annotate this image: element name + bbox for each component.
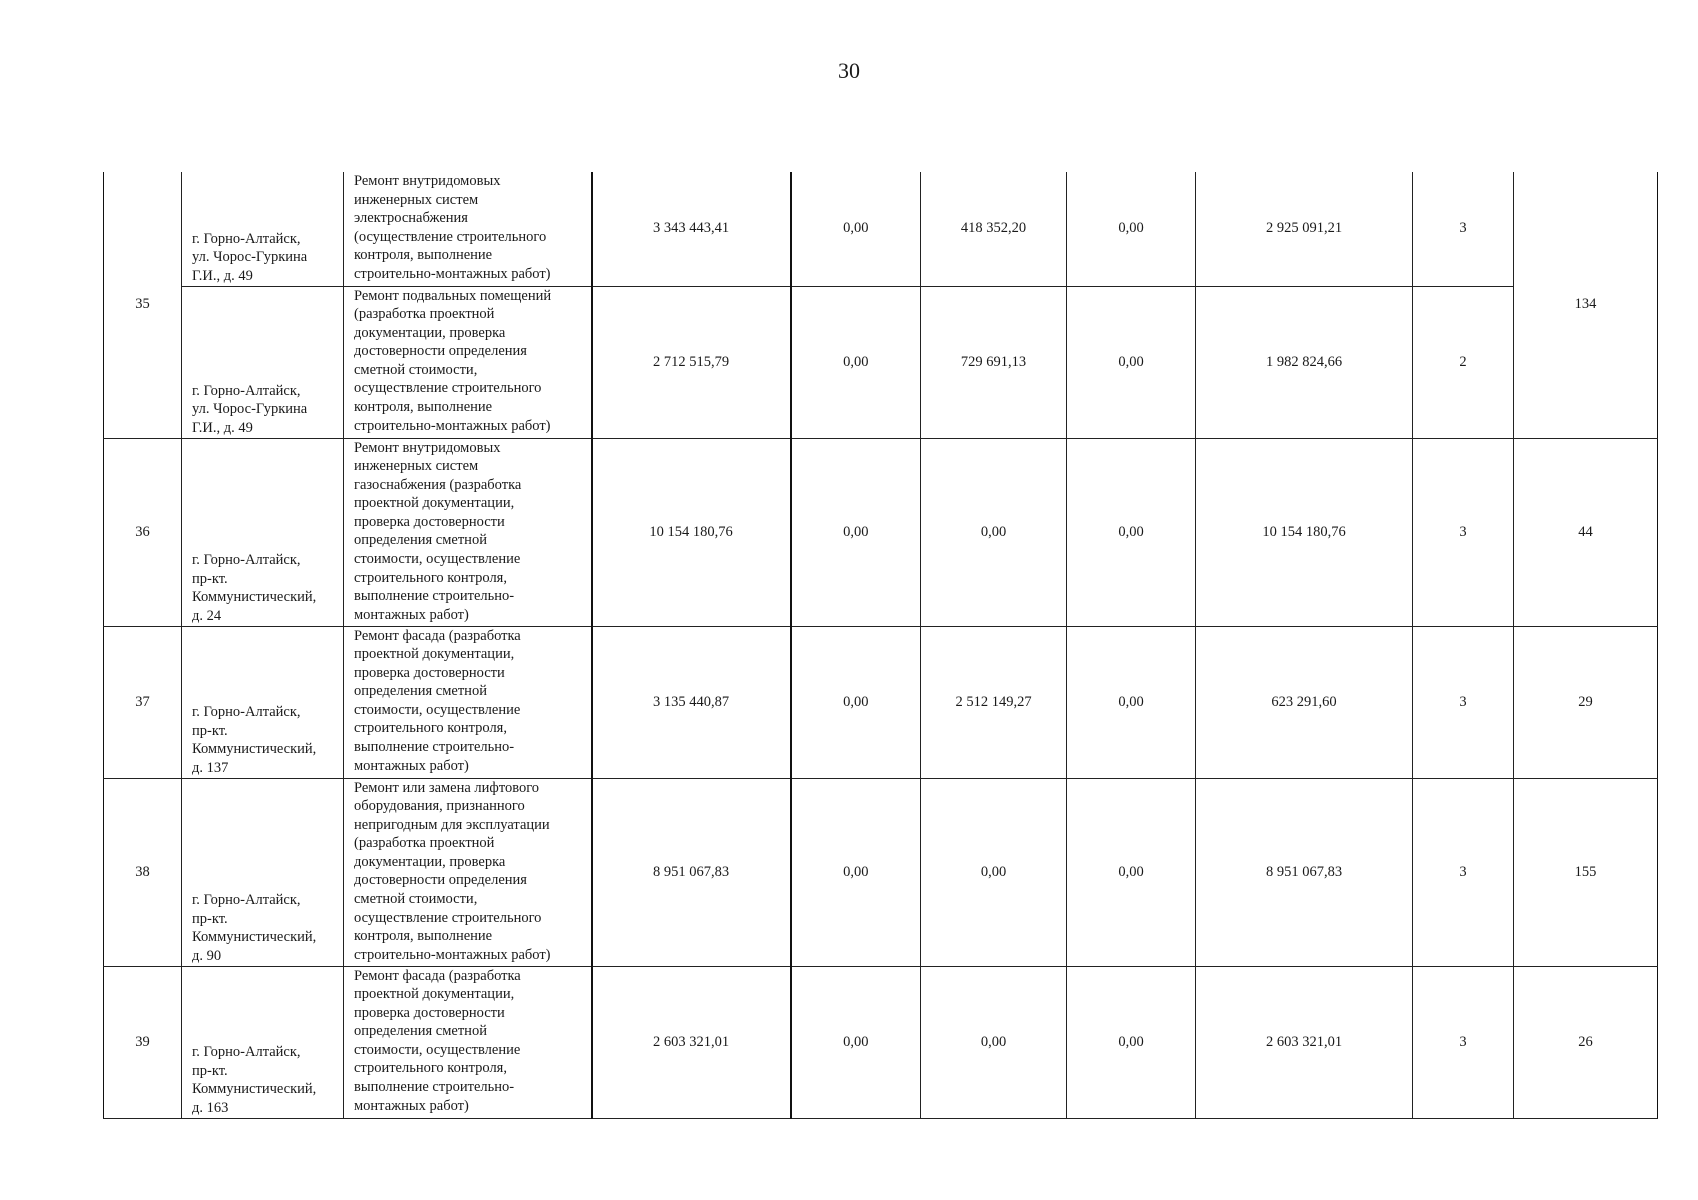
address-line: д. 137 (192, 759, 229, 776)
address-line: г. Горно-Алтайск, (192, 552, 301, 569)
table-row (104, 286, 1658, 438)
work-type-cell (344, 438, 592, 626)
work-type-line: проверка достоверности (354, 513, 505, 530)
value-cell: 2 (1413, 286, 1514, 438)
table-row (104, 778, 1658, 966)
value-cell: 0,00 (1067, 626, 1196, 778)
row-number-cell: 39 (104, 966, 182, 1118)
value-cell: 0,00 (1067, 966, 1196, 1118)
work-type-line: документации, проверка (354, 853, 506, 870)
address-line: г. Горно-Алтайск, (192, 382, 301, 399)
address-cell (182, 286, 344, 438)
address-line: д. 90 (192, 947, 222, 964)
table-row (104, 438, 1658, 626)
value-cell: 3 135 440,87 (592, 626, 791, 778)
value-cell: 623 291,60 (1196, 626, 1413, 778)
value-cell: 0,00 (1067, 172, 1196, 286)
address-line: ул. Чорос-Гуркина (192, 401, 308, 418)
work-type-line: проверка достоверности (354, 664, 505, 681)
work-type-line: выполнение строительно- (354, 588, 515, 605)
work-type-line: определения сметной (354, 532, 487, 549)
work-type-line: проверка достоверности (354, 1004, 505, 1021)
work-type-line: строительного контроля, (354, 569, 507, 586)
work-type-line: осуществление строительного (354, 909, 542, 926)
last-value-cell: 29 (1514, 626, 1658, 778)
work-type-line: Ремонт подвальных помещений (354, 287, 552, 304)
address-cell (182, 966, 344, 1118)
address-line: Г.И., д. 49 (192, 267, 253, 284)
work-type-line: определения сметной (354, 1023, 487, 1040)
work-type-line: строительного контроля, (354, 1060, 507, 1077)
value-cell: 3 (1413, 438, 1514, 626)
work-type-line: (разработка проектной (354, 835, 495, 852)
work-type-line: осуществление строительного (354, 380, 542, 397)
value-cell: 0,00 (921, 438, 1067, 626)
address-line: г. Горно-Алтайск, (192, 704, 301, 721)
address-line: Коммунистический, (192, 1081, 317, 1098)
row-number-cell: 37 (104, 626, 182, 778)
address-line: д. 24 (192, 607, 222, 624)
work-type-line: сметной стоимости, (354, 891, 478, 908)
work-type-line: документации, проверка (354, 324, 506, 341)
work-type-line: выполнение строительно- (354, 1079, 515, 1096)
work-type-cell (344, 172, 592, 286)
work-type-line: проектной документации, (354, 646, 515, 663)
work-type-line: непригодным для эксплуатации (354, 816, 550, 833)
value-cell: 10 154 180,76 (1196, 438, 1413, 626)
value-cell: 0,00 (1067, 286, 1196, 438)
value-cell: 0,00 (791, 172, 921, 286)
address-line: ул. Чорос-Гуркина (192, 249, 308, 266)
work-type-line: определения сметной (354, 683, 487, 700)
value-cell: 2 603 321,01 (1196, 966, 1413, 1118)
work-type-line: строительно-монтажных работ) (354, 946, 551, 963)
row-number-cell: 36 (104, 438, 182, 626)
work-type-line: строительно-монтажных работ) (354, 417, 551, 434)
value-cell: 1 982 824,66 (1196, 286, 1413, 438)
work-type-line: Ремонт фасада (разработка (354, 627, 521, 644)
work-type-line: инженерных систем (354, 458, 479, 475)
value-cell: 418 352,20 (921, 172, 1067, 286)
value-cell: 0,00 (921, 778, 1067, 966)
work-type-line: Ремонт внутридомовых (354, 439, 501, 456)
work-type-line: монтажных работ) (354, 757, 469, 774)
table-row (104, 172, 1658, 286)
work-type-line: газоснабжения (разработка (354, 476, 522, 493)
address-cell (182, 626, 344, 778)
value-cell: 0,00 (791, 438, 921, 626)
work-type-line: Ремонт внутридомовых (354, 173, 501, 189)
value-cell: 3 (1413, 626, 1514, 778)
work-type-line: (разработка проектной (354, 306, 495, 323)
work-type-line: инженерных систем (354, 191, 479, 208)
value-cell: 2 712 515,79 (592, 286, 791, 438)
work-type-line: Ремонт фасада (разработка (354, 967, 521, 984)
row-number-cell: 38 (104, 778, 182, 966)
work-type-line: монтажных работ) (354, 1097, 469, 1114)
value-cell: 3 (1413, 966, 1514, 1118)
address-line: Коммунистический, (192, 589, 317, 606)
work-type-line: стоимости, осуществление (354, 551, 521, 568)
value-cell: 0,00 (1067, 778, 1196, 966)
table-row (104, 626, 1658, 778)
work-type-line: (осуществление строительного (354, 228, 547, 245)
work-type-line: контроля, выполнение (354, 247, 493, 264)
value-cell: 3 (1413, 778, 1514, 966)
value-cell: 0,00 (791, 778, 921, 966)
work-type-line: строительного контроля, (354, 720, 507, 737)
last-value-cell: 155 (1514, 778, 1658, 966)
address-line: пр-кт. (192, 722, 228, 739)
work-type-line: контроля, выполнение (354, 928, 493, 945)
table-row (104, 966, 1658, 1118)
work-type-line: стоимости, осуществление (354, 1041, 521, 1058)
repair-program-table (103, 172, 1658, 1119)
address-line: пр-кт. (192, 570, 228, 587)
work-type-line: выполнение строительно- (354, 739, 515, 756)
address-line: Коммунистический, (192, 929, 317, 946)
work-type-line: проектной документации, (354, 986, 515, 1003)
work-type-line: строительно-монтажных работ) (354, 265, 551, 282)
address-line: г. Горно-Алтайск, (192, 230, 301, 247)
value-cell: 729 691,13 (921, 286, 1067, 438)
work-type-line: проектной документации, (354, 495, 515, 512)
value-cell: 0,00 (1067, 438, 1196, 626)
address-line: пр-кт. (192, 1062, 228, 1079)
value-cell: 0,00 (791, 966, 921, 1118)
work-type-line: Ремонт или замена лифтового (354, 779, 540, 796)
last-value-cell: 44 (1514, 438, 1658, 626)
address-line: пр-кт. (192, 910, 228, 927)
address-line: Г.И., д. 49 (192, 419, 253, 436)
work-type-line: достоверности определения (354, 343, 527, 360)
work-type-line: стоимости, осуществление (354, 701, 521, 718)
work-type-cell (344, 626, 592, 778)
value-cell: 2 603 321,01 (592, 966, 791, 1118)
value-cell: 10 154 180,76 (592, 438, 791, 626)
address-line: г. Горно-Алтайск, (192, 892, 301, 909)
address-cell (182, 778, 344, 966)
page-number: 30 (838, 58, 860, 83)
work-type-cell (344, 286, 592, 438)
work-type-line: достоверности определения (354, 872, 527, 889)
value-cell: 3 (1413, 172, 1514, 286)
address-cell (182, 172, 344, 286)
row-number-cell: 35 (104, 172, 182, 438)
work-type-cell (344, 966, 592, 1118)
work-type-line: электроснабжения (354, 210, 468, 227)
last-value-cell: 26 (1514, 966, 1658, 1118)
value-cell: 2 925 091,21 (1196, 172, 1413, 286)
value-cell: 2 512 149,27 (921, 626, 1067, 778)
value-cell: 3 343 443,41 (592, 172, 791, 286)
address-line: г. Горно-Алтайск, (192, 1044, 301, 1061)
address-line: д. 163 (192, 1099, 229, 1116)
value-cell: 0,00 (791, 626, 921, 778)
address-cell (182, 438, 344, 626)
value-cell: 8 951 067,83 (1196, 778, 1413, 966)
work-type-line: оборудования, признанного (354, 798, 525, 815)
value-cell: 8 951 067,83 (592, 778, 791, 966)
address-line: Коммунистический, (192, 741, 317, 758)
work-type-cell (344, 778, 592, 966)
value-cell: 0,00 (921, 966, 1067, 1118)
work-type-line: сметной стоимости, (354, 361, 478, 378)
work-type-line: контроля, выполнение (354, 399, 493, 416)
value-cell: 0,00 (791, 286, 921, 438)
work-type-line: монтажных работ) (354, 606, 469, 623)
last-value-cell: 134 (1514, 172, 1658, 438)
